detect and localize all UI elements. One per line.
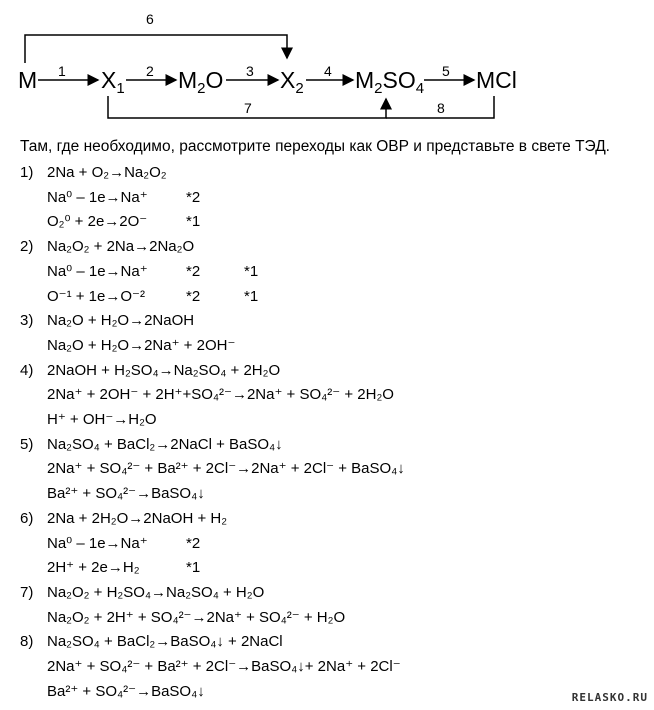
reaction-detail: Na⁰ – 1e→Na⁺ [47, 534, 148, 552]
reaction-detail: Ba²⁺ + SO₄²⁻→BaSO₄↓ [47, 485, 205, 503]
arrow-8-label: 8 [437, 100, 445, 116]
arrow-6 [25, 35, 287, 63]
reaction-detail: 2Na⁺ + 2OH⁻ + 2H⁺+SO₄²⁻→2Na⁺ + SO₄²⁻ + 2H₂O [47, 386, 394, 404]
arrow-2-label: 2 [146, 63, 154, 79]
reaction-equation: 2NaOH + H₂SO₄→Na₂SO₄ + 2H₂O [47, 361, 281, 379]
reaction-equation: Na₂O₂ + H₂SO₄→Na₂SO₄ + H₂O [47, 583, 265, 601]
node-x1: $X_1$ [101, 67, 125, 97]
electron-coefficient: *2 [186, 287, 201, 305]
item-number: 6) [20, 509, 34, 527]
item-number: 7) [20, 583, 34, 601]
reaction-equation: 2Na + 2H₂O→2NaOH + H₂ [47, 509, 228, 527]
reaction-equation: Na₂SO₄ + BaCl₂→BaSO₄↓ + 2NaCl [47, 633, 283, 651]
node-m2so4: $M_2SO_4$ [355, 67, 425, 97]
reaction-detail: 2Na⁺ + SO₄²⁻ + Ba²⁺ + 2Cl⁻→BaSO₄↓+ 2Na⁺ + 2Cl⁻ [47, 658, 401, 675]
electron-coefficient: *1 [186, 559, 201, 577]
reaction-detail: O₂⁰ + 2e→2O⁻ [47, 213, 148, 231]
electron-coefficient: *1 [186, 213, 201, 231]
reaction-detail: Na₂O + H₂O→2Na⁺ + 2OH⁻ [47, 336, 236, 354]
arrow-4-label: 4 [324, 63, 332, 79]
item-number: 3) [20, 312, 34, 330]
node-x2: $X_2$ [280, 67, 304, 97]
electron-coefficient: *2 [186, 262, 201, 280]
reaction-detail: Na₂O₂ + 2H⁺ + SO₄²⁻→2Na⁺ + SO₄²⁻ + H₂O [47, 608, 346, 626]
electron-coefficient: *1 [244, 262, 259, 280]
reaction-equation: 2Na + O₂→Na₂O₂ [47, 164, 167, 181]
reaction-detail: Na⁰ – 1e→Na⁺ [47, 188, 148, 206]
item-number: 4) [20, 361, 34, 379]
electron-coefficient: *1 [244, 287, 259, 305]
node-mcl: MCl [476, 67, 517, 93]
watermark: RELASKO.RU [571, 691, 648, 704]
reaction-equation: Na₂O + H₂O→2NaOH [47, 312, 195, 330]
item-number: 5) [20, 435, 34, 453]
reaction-detail: Na⁰ – 1e→Na⁺ [47, 262, 148, 280]
item-number: 2) [20, 238, 34, 256]
arrow-3-label: 3 [246, 63, 254, 79]
reaction-scheme [0, 0, 654, 130]
item-number: 1) [20, 164, 34, 181]
task-statement: Там, где необходимо, рассмотрите переходы как ОВР и представьте в свете ТЭД. [20, 138, 610, 155]
node-m2o: $M_2O$ [178, 67, 224, 97]
arrow-1-label: 1 [58, 63, 66, 79]
arrow-7-label: 7 [244, 100, 252, 116]
electron-coefficient: *2 [186, 188, 201, 206]
item-number: 8) [20, 633, 34, 651]
reaction-detail: 2H⁺ + 2e→H₂ [47, 559, 140, 577]
reaction-equation: Na₂O₂ + 2Na→2Na₂O [47, 238, 195, 256]
reaction-detail: O⁻¹ + 1e→O⁻² [47, 287, 145, 305]
arrow-5-label: 5 [442, 63, 450, 79]
reaction-detail: H⁺ + OH⁻→H₂O [47, 411, 157, 428]
reaction-detail: 2Na⁺ + SO₄²⁻ + Ba²⁺ + 2Cl⁻→2Na⁺ + 2Cl⁻ + BaSO₄↓ [47, 460, 405, 478]
reaction-equation: Na₂SO₄ + BaCl₂→2NaCl + BaSO₄↓ [47, 435, 283, 453]
reaction-detail: Ba²⁺ + SO₄²⁻→BaSO₄↓ [47, 682, 205, 700]
node-m: M [18, 67, 38, 93]
arrow-6-label: 6 [146, 11, 154, 27]
electron-coefficient: *2 [186, 534, 201, 552]
